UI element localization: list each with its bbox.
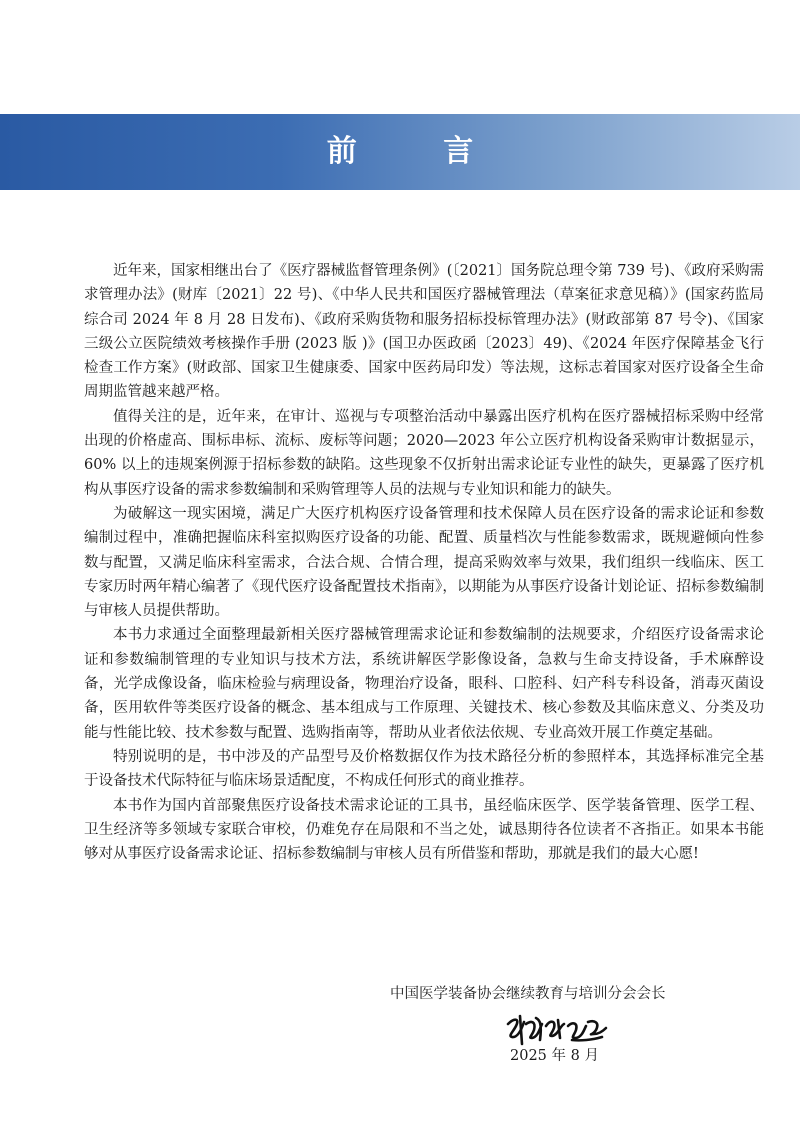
paragraph: 值得关注的是，近年来，在审计、巡视与专项整治活动中暴露出医疗机构在医疗器械招标采购中经常出现的价格虚高、围标串标、流标、废标等问题；2020—2023 年公立医疗机构设备采购审计数据显示，60% 以上的违规案例源于招标参数的缺陷。这些现象不仅折射出需求论证专业性的缺失，更暴露了医疗机构从事医疗设备的需求参数编制和采购管理等人员的法规与专业知识和能力的缺失。 bbox=[84, 408, 764, 498]
preface-body bbox=[84, 259, 764, 866]
title-banner bbox=[0, 114, 800, 190]
page-title: 前 言 bbox=[326, 134, 512, 169]
handwritten-signature bbox=[502, 1010, 612, 1048]
paragraph: 本书作为国内首部聚焦医疗设备技术需求论证的工具书，虽经临床医学、医学装备管理、医学工程、卫生经济等多领域专家联合审校，仍难免存在局限和不当之处，诚恳期待各位读者不吝指正。如果本书能够对从事医疗设备需求论证、招标参数编制与审核人员有所借鉴和帮助，那就是我们的最大心愿! bbox=[84, 797, 764, 863]
paragraph: 为破解这一现实困境，满足广大医疗机构医疗设备管理和技术保障人员在医疗设备的需求论证和参数编制过程中，准确把握临床科室拟购医疗设备的功能、配置、质量档次与性能参数需求，既规避倾向性参数与配置，又满足临床科室需求，合法合规、合情合理，提高采购效率与效果，我们组织一线临床、医工专家历时两年精心编著了《现代医疗设备配置技术指南》，以期能为从事医疗设备计划论证、招标参数编制与审核人员提供帮助。 bbox=[84, 505, 764, 620]
paragraph: 近年来，国家相继出台了《医疗器械监督管理条例》(〔2021〕国务院总理令第 739 号)、《政府采购需求管理办法》(财库〔2021〕22 号)、《中华人民共和国医疗器械管理法（草案征求意见稿）》(国家药监局综合司 2024 年 8 月 28 日发布)、《政府采购货物和服务招标投标管理办法》(财政部第 87 号令)、《国家三级公立医院绩效考核操作手册 (2023 版 )》(国卫办医政函〔2023〕49)、《2024 年医疗保障基金飞行检查工作方案》(财政部、国家卫生健康委、国家中医药局印发）等法规，这标志着国家对医疗设备全生命周期监管越来越严格。 bbox=[84, 263, 764, 401]
signature-organization: 中国医学装备协会继续教育与培训分会会长 bbox=[390, 986, 666, 1002]
signature-date: 2025 年 8 月 bbox=[510, 1048, 599, 1064]
paragraph: 本书力求通过全面整理最新相关医疗器械管理需求论证和参数编制的法规要求，介绍医疗设备需求论证和参数编制管理的专业知识与技术方法，系统讲解医学影像设备，急救与生命支持设备，手术麻醉设备，光学成像设备，临床检验与病理设备，物理治疗设备，眼科、口腔科、妇产科专科设备，消毒灭菌设备，医用软件等类医疗设备的概念、基本组成与工作原理、关键技术、核心参数及其临床意义、分类及功能与性能比较、技术参数与配置、选购指南等，帮助从业者依法依规、专业高效开展工作奠定基础。 bbox=[84, 627, 764, 741]
paragraph: 特别说明的是，书中涉及的产品型号及价格数据仅作为技术路径分析的参照样本，其选择标准完全基于设备技术代际特征与临床场景适配度，不构成任何形式的商业推荐。 bbox=[84, 748, 764, 790]
